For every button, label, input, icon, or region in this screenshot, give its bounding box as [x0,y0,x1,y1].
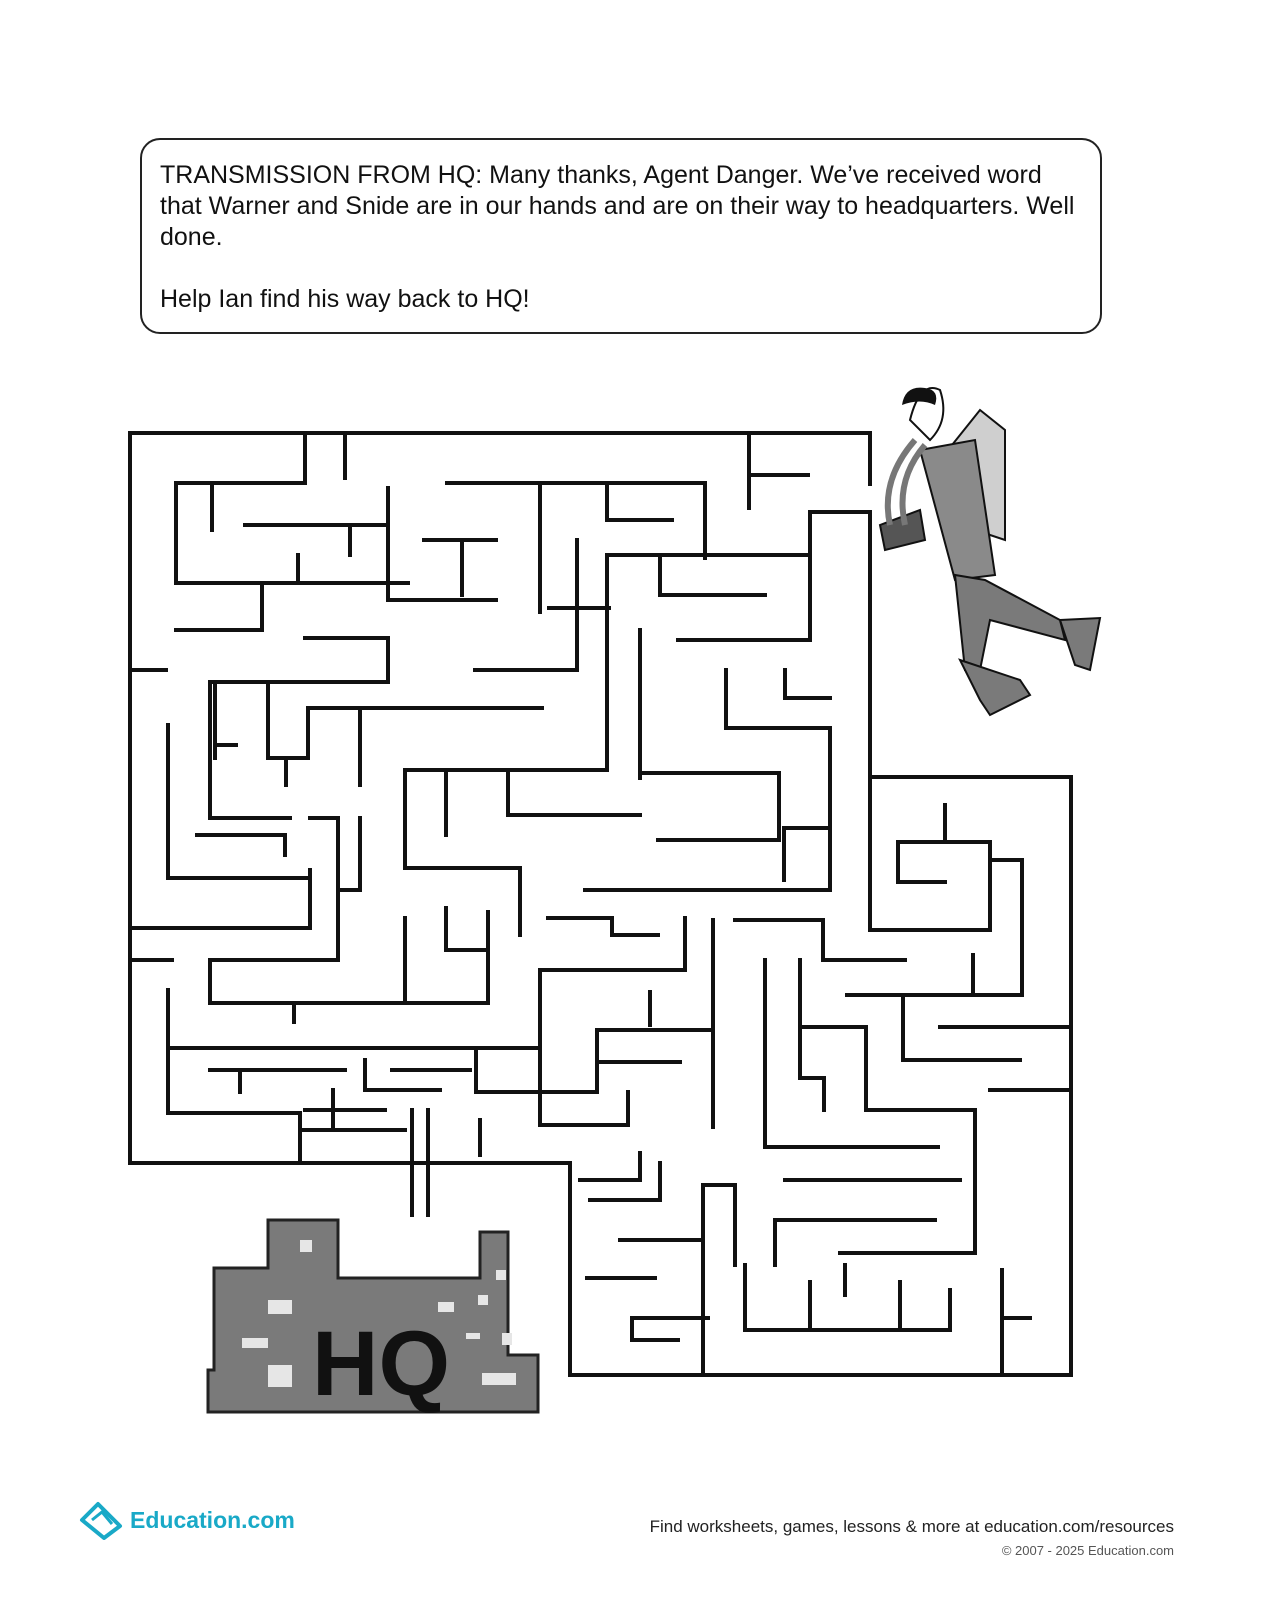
agent-character-icon [880,388,1100,715]
education-logo-icon [78,1500,124,1540]
footer-tagline[interactable]: Find worksheets, games, lessons & more at education.com/resources [649,1517,1174,1536]
footer-copyright: © 2007 - 2025 Education.com [1001,1543,1174,1558]
education-brand-text: Education.com [130,1506,295,1533]
hq-building-label: HQ [312,1313,450,1415]
education-logo[interactable] [78,1500,295,1540]
task-text: Help Ian find his way back to HQ! [160,285,530,313]
transmission-text: TRANSMISSION FROM HQ: Many thanks, Agent Danger. We’ve received word that Warner and Snide are in our hands and are on their way to headquarters. Well done. [160,161,1075,251]
hq-building-icon [208,1220,538,1415]
